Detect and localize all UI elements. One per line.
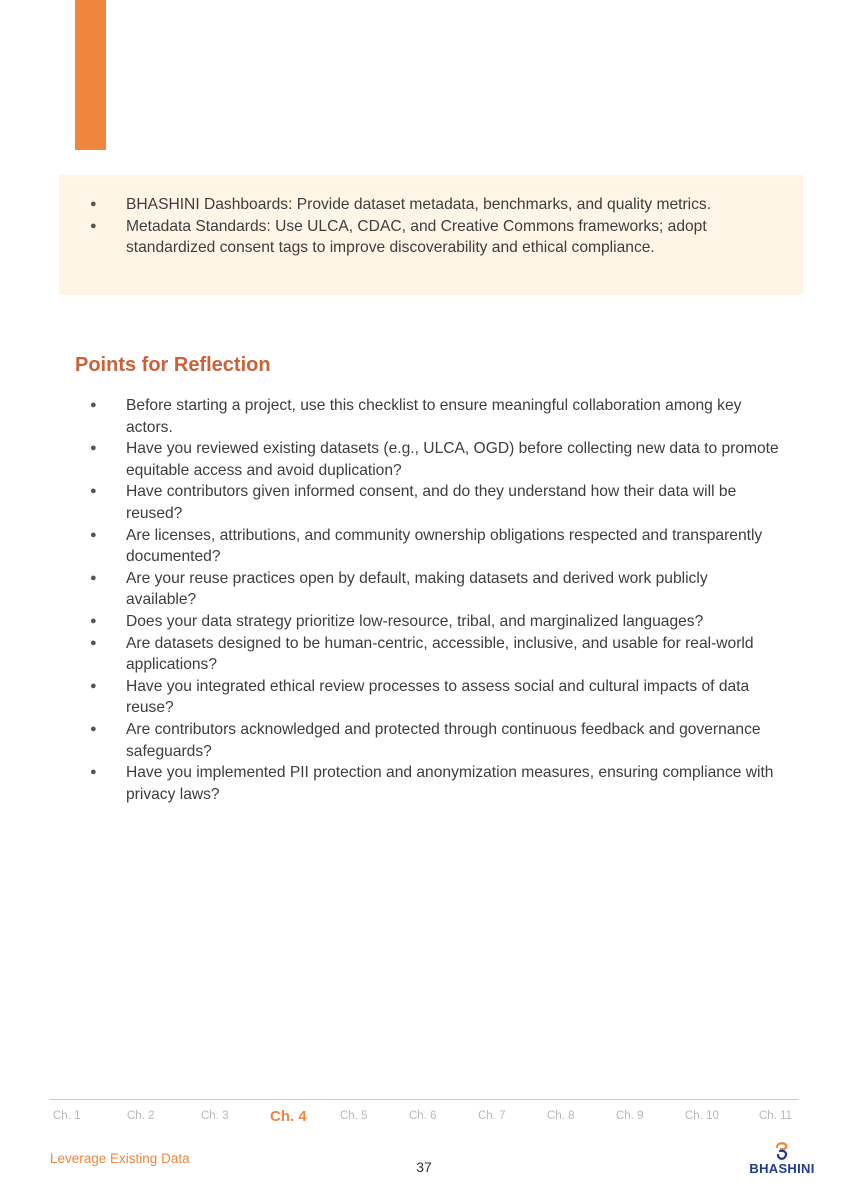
list-item-text: Are licenses, attributions, and community ownership obligations respected and transparently documented? [126,526,763,566]
bullet-icon: ● [90,636,97,649]
chapter-link-2[interactable]: Ch. 2 [127,1110,155,1122]
list-item-text: Does your data strategy prioritize low-resource, tribal, and marginalized languages? [126,612,704,630]
bullet-icon: ● [90,528,97,541]
list-item [59,194,779,216]
list-item [59,676,779,719]
chapter-link-3[interactable]: Ch. 3 [201,1110,229,1122]
list-item-text: Are contributors acknowledged and protected through continuous feedback and governance safeguards? [126,720,761,760]
list-item-text: Have contributors given informed consent, and do they understand how their data will be reused? [126,483,737,522]
list-item-text: Have you reviewed existing datasets (e.g., ULCA, OGD) before collecting new data to promote equitable access and avoid duplication? [126,440,779,479]
bullet-icon: ● [90,219,97,232]
chapter-link-10[interactable]: Ch. 10 [685,1110,719,1122]
bullet-icon: ● [90,679,97,692]
info-box [59,175,803,295]
list-item-text: Metadata Standards: Use ULCA, CDAC, and Creative Commons frameworks; adopt standardized consent tags to improve discoverability and ethical compliance. [126,217,707,257]
footer-divider [50,1099,798,1100]
list-item-text: Have you implemented PII protection and anonymization measures, ensuring compliance with privacy laws? [126,764,774,803]
bullet-icon: ● [90,198,97,210]
list-item-text: BHASHINI Dashboards: Provide dataset metadata, benchmarks, and quality metrics. [126,196,712,213]
bhashini-logo [744,1141,820,1179]
bullet-icon: ● [90,485,97,498]
bhashini-logo-icon [774,1141,790,1161]
chapter-link-8[interactable]: Ch. 8 [547,1110,575,1122]
list-item [59,438,779,481]
chapter-link-5[interactable]: Ch. 5 [340,1110,368,1122]
chapter-link-9[interactable]: Ch. 9 [616,1110,644,1122]
list-item-text: Have you integrated ethical review processes to assess social and cultural impacts of data reuse? [126,677,750,717]
list-item [59,525,779,568]
bullet-icon: ● [90,722,97,735]
bullet-icon: ● [90,614,97,627]
bhashini-logo-text: BHASHINI [749,1161,815,1176]
list-item [59,611,779,633]
list-item [59,568,779,611]
list-item [59,216,779,259]
bullet-icon: ● [90,399,97,411]
list-item [59,633,779,676]
info-box-list [59,194,779,259]
reflection-checklist [59,395,779,805]
chapter-nav [0,1110,848,1134]
list-item [59,719,779,762]
section-title: Points for Reflection [75,354,271,376]
list-item-text: Are datasets designed to be human-centric, accessible, inclusive, and usable for real-world applications? [126,634,754,674]
chapter-accent-bar [75,0,106,150]
footer-section-label: Leverage Existing Data [50,1151,190,1166]
list-item-text: Before starting a project, use this checklist to ensure meaningful collaboration among key actors. [126,397,742,436]
chapter-link-7[interactable]: Ch. 7 [478,1110,506,1122]
chapter-link-11[interactable]: Ch. 11 [759,1110,793,1122]
bullet-icon: ● [90,442,97,455]
page-number: 37 [416,1159,432,1175]
chapter-link-1[interactable]: Ch. 1 [53,1110,81,1122]
list-item [59,395,779,438]
list-item-text: Are your reuse practices open by default, making datasets and derived work publicly available? [126,569,708,609]
chapter-link-4-active[interactable]: Ch. 4 [270,1108,307,1125]
list-item [59,762,779,805]
chapter-link-6[interactable]: Ch. 6 [409,1110,437,1122]
list-item [59,481,779,524]
bullet-icon: ● [90,571,97,584]
bullet-icon: ● [90,766,97,779]
